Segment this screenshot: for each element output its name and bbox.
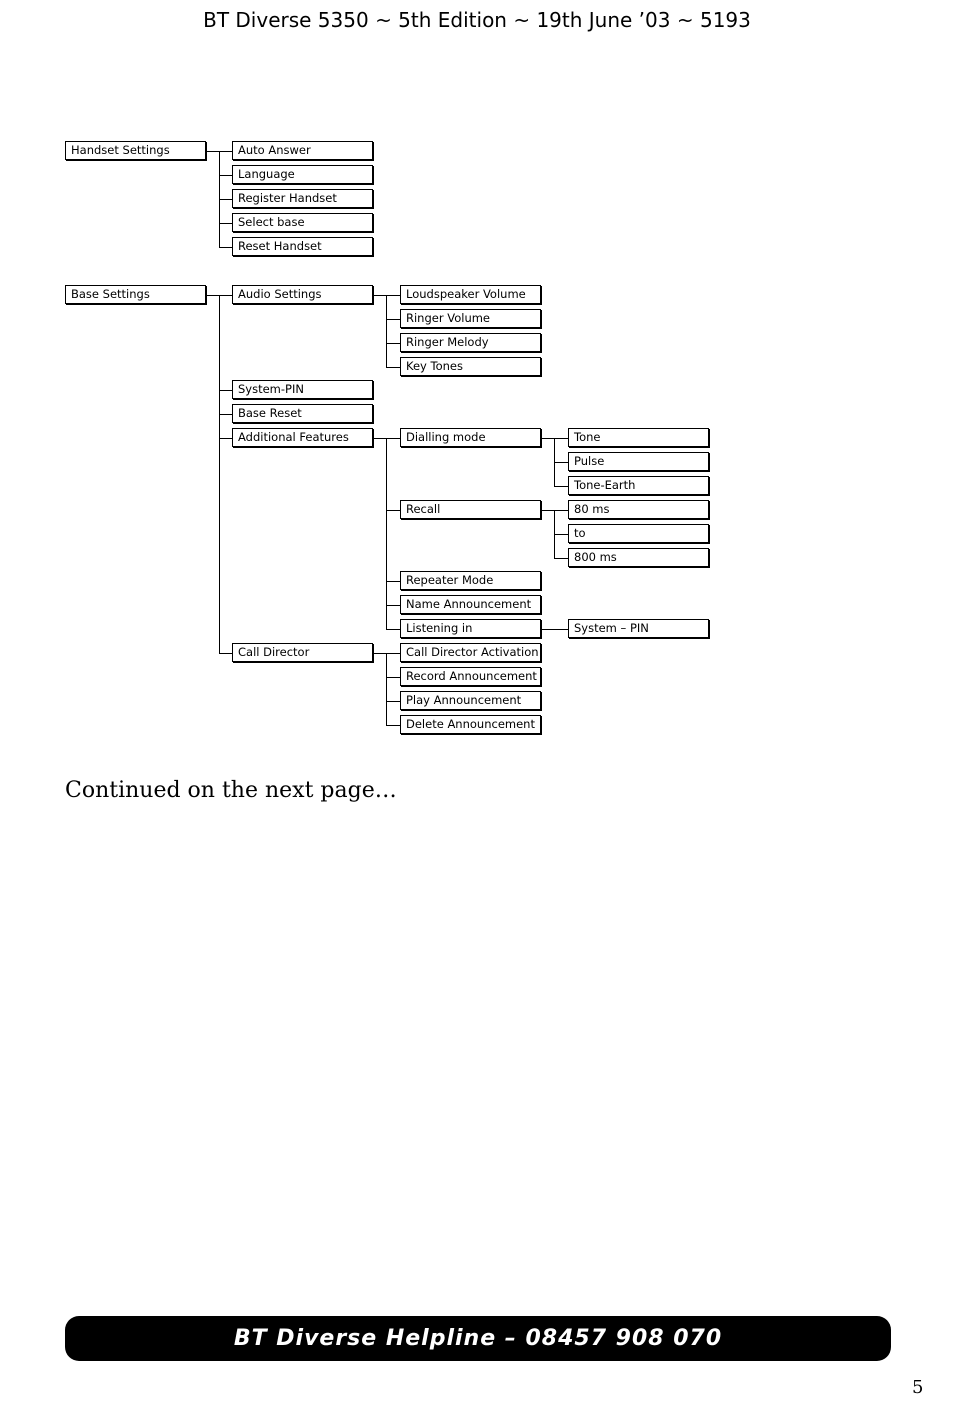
menu-item-handset-settings: Handset Settings [65,141,206,160]
menu-item-language: Language [232,165,373,184]
connector-line [219,223,232,224]
menu-item-play-announcement: Play Announcement [400,691,541,710]
connector-line [386,605,400,606]
menu-item-record-announcement: Record Announcement [400,667,541,686]
menu-item-audio-settings: Audio Settings [232,285,373,304]
menu-item-reset-handset: Reset Handset [232,237,373,256]
menu-item-system-pin: System – PIN [568,619,709,638]
menu-item-base-settings: Base Settings [65,285,206,304]
menu-item-ringer-melody: Ringer Melody [400,333,541,352]
connector-line [206,151,219,152]
connector-line [386,367,400,368]
connector-line [541,510,554,511]
menu-item-select-base: Select base [232,213,373,232]
connector-line [373,438,386,439]
connector-line [219,151,232,152]
menu-item-key-tones: Key Tones [400,357,541,376]
menu-item-call-director-activation: Call Director Activation [400,643,541,662]
connector-line [219,175,232,176]
menu-item-ringer-volume: Ringer Volume [400,309,541,328]
connector-line [219,390,232,391]
connector-line [386,725,400,726]
menu-item-listening-in: Listening in [400,619,541,638]
connector-line [219,199,232,200]
connector-line [386,701,400,702]
connector-line [386,295,387,368]
connector-line [554,510,568,511]
page-header-title: BT Diverse 5350 ~ 5th Edition ~ 19th June ’03 ~ 5193 [203,8,751,32]
helpline-banner: BT Diverse Helpline – 08457 908 070 [65,1316,891,1361]
connector-line [554,438,568,439]
connector-line [386,653,400,654]
menu-item-dialling-mode: Dialling mode [400,428,541,447]
connector-line [219,247,232,248]
connector-line [554,534,568,535]
menu-item-recall: Recall [400,500,541,519]
connector-line [386,295,400,296]
connector-line [386,629,400,630]
menu-item-additional-features: Additional Features [232,428,373,447]
menu-item-80-ms: 80 ms [568,500,709,519]
connector-line [373,653,386,654]
menu-item-base-reset: Base Reset [232,404,373,423]
connector-line [219,414,232,415]
menu-item-delete-announcement: Delete Announcement [400,715,541,734]
menu-item-pulse: Pulse [568,452,709,471]
menu-item-repeater-mode: Repeater Mode [400,571,541,590]
connector-line [219,438,232,439]
connector-line [219,653,232,654]
connector-line [386,677,400,678]
connector-line [541,438,554,439]
connector-line [541,629,554,630]
menu-item-system-pin: System-PIN [232,380,373,399]
menu-item-call-director: Call Director [232,643,373,662]
connector-line [206,295,219,296]
connector-line [386,319,400,320]
page-number: 5 [912,1377,924,1398]
connector-line [373,295,386,296]
connector-line [219,295,232,296]
menu-item-800-ms: 800 ms [568,548,709,567]
connector-line [554,629,568,630]
connector-line [386,653,387,726]
menu-item-register-handset: Register Handset [232,189,373,208]
connector-line [386,438,387,630]
menu-item-auto-answer: Auto Answer [232,141,373,160]
menu-item-tone-earth: Tone-Earth [568,476,709,495]
connector-line [554,558,568,559]
connector-line [386,510,400,511]
connector-line [554,462,568,463]
connector-line [386,438,400,439]
connector-line [554,486,568,487]
connector-line [219,295,220,654]
continued-note: Continued on the next page… [65,778,397,803]
connector-line [386,581,400,582]
connector-line [386,343,400,344]
menu-item-loudspeaker-volume: Loudspeaker Volume [400,285,541,304]
menu-item-to: to [568,524,709,543]
menu-item-tone: Tone [568,428,709,447]
menu-item-name-announcement: Name Announcement [400,595,541,614]
